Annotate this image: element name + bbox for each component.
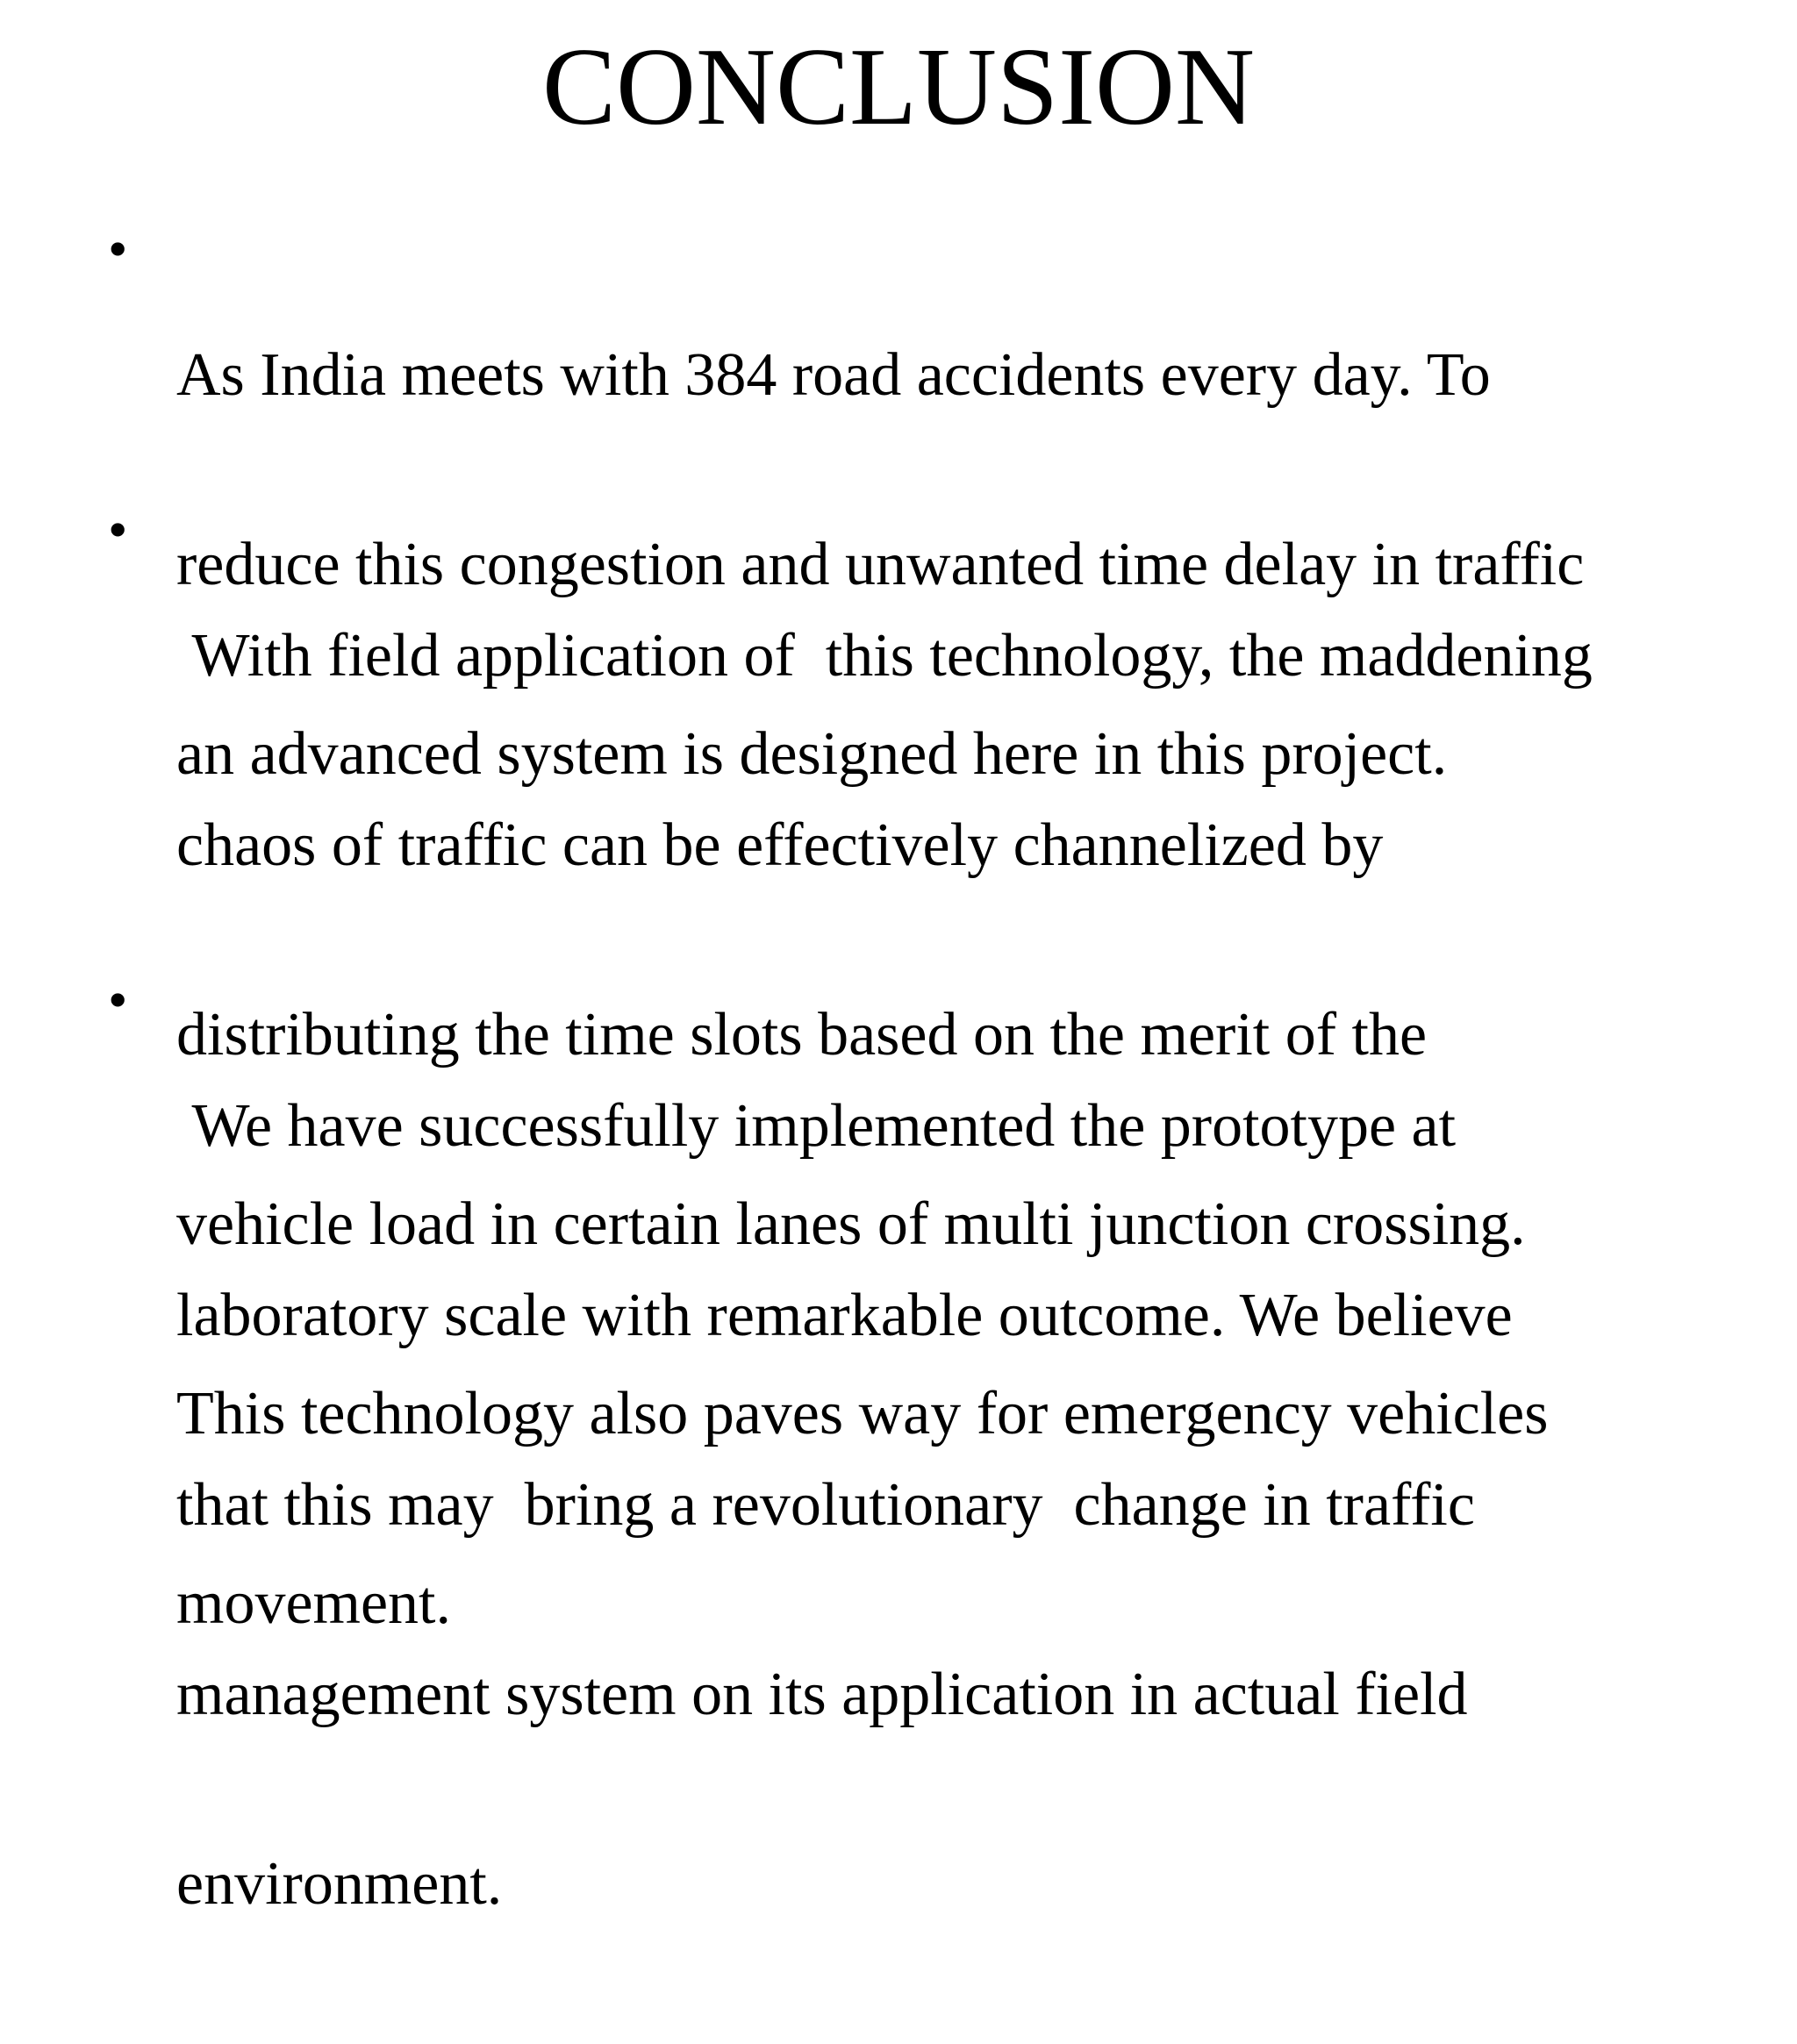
bullet-line: As India meets with 384 road accidents every day. To (176, 341, 1491, 409)
bullet-line: laboratory scale with remarkable outcome. We believe (176, 1282, 1513, 1349)
bullet-line: With field application of this technology, the maddening (176, 622, 1593, 690)
bullet-line: reduce this congestion and unwanted time delay in traffic (176, 531, 1585, 598)
bullet-line: environment. (176, 1850, 503, 1918)
bullet-line: We have successfully implemented the prototype at (176, 1092, 1457, 1160)
bullet-line: vehicle load in certain lanes of multi junction crossing. (176, 1190, 1526, 1258)
bullet-icon: • (108, 218, 128, 280)
slide-title: CONCLUSION (541, 26, 1256, 148)
bullet-line: management system on its application in actual field (176, 1661, 1468, 1728)
bullet-line: This technology also paves way for emergency vehicles (176, 1380, 1549, 1447)
bullet-line: that this may bring a revolutionary change in traffic (176, 1471, 1475, 1539)
bullet-line: an advanced system is designed here in this project. (176, 720, 1448, 788)
bullet-icon: • (108, 498, 128, 561)
bullet-line: chaos of traffic can be effectively channelized by (176, 811, 1384, 879)
bullet-line: distributing the time slots based on the merit of the (176, 1001, 1428, 1068)
bullet-icon: • (108, 968, 128, 1031)
bullet-line: movement. (176, 1569, 451, 1637)
bullet-text-3 (176, 968, 1721, 2042)
